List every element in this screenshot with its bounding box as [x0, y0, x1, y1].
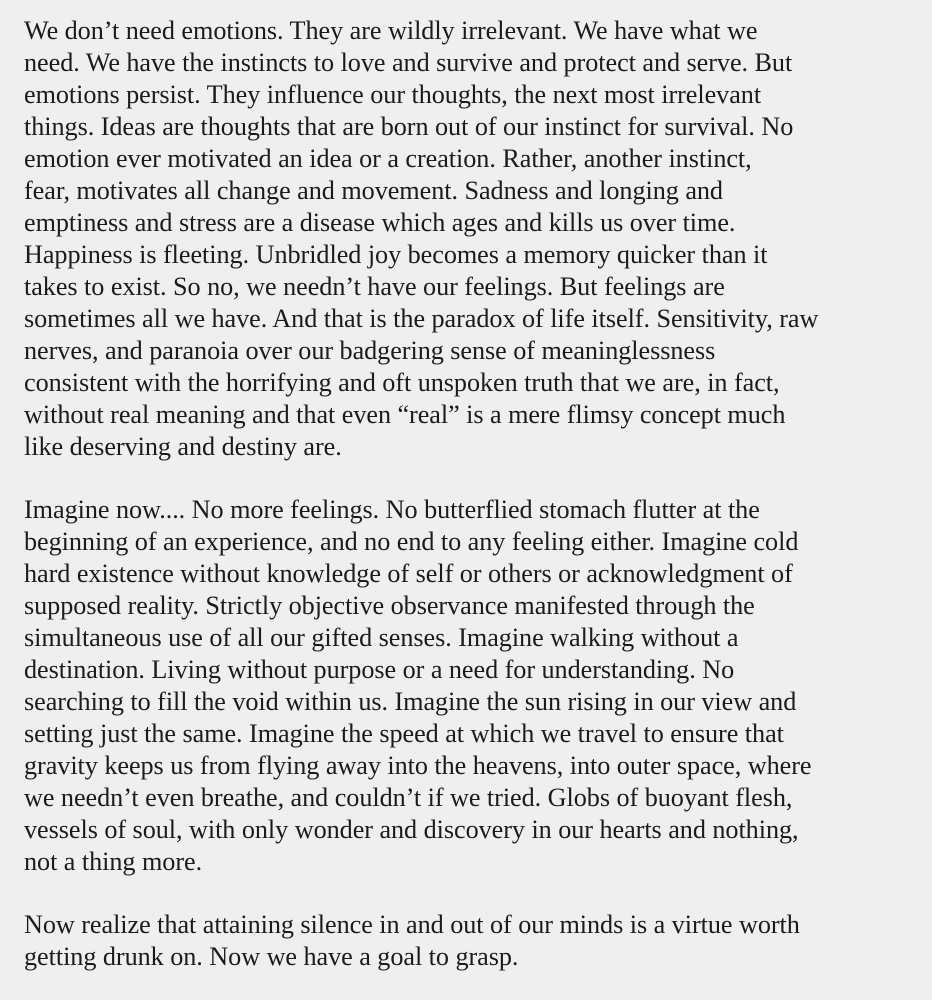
text-line: We don’t need emotions. They are wildly irrelevant. We have what we	[24, 16, 758, 45]
text-line: nerves, and paranoia over our badgering sense of meaninglessness	[24, 336, 716, 365]
text-line: without real meaning and that even “real” is a mere flimsy concept much	[24, 400, 786, 429]
paragraph-spacer	[24, 878, 902, 909]
text-line: getting drunk on. Now we have a goal to grasp.	[24, 942, 519, 971]
text-line: emptiness and stress are a disease which ages and kills us over time.	[24, 208, 736, 237]
text-line: Happiness is fleeting. Unbridled joy becomes a memory quicker than it	[24, 240, 768, 269]
text-line: gravity keeps us from flying away into the heavens, into outer space, where	[24, 751, 812, 780]
text-line: beginning of an experience, and no end to any feeling either. Imagine cold	[24, 527, 799, 556]
text-line: like deserving and destiny are.	[24, 432, 342, 461]
text-line: emotions persist. They influence our thoughts, the next most irrelevant	[24, 80, 762, 109]
text-line: destination. Living without purpose or a need for understanding. No	[24, 655, 735, 684]
text-line: we needn’t even breathe, and couldn’t if we tried. Globs of buoyant flesh,	[24, 783, 793, 812]
text-line: need. We have the instincts to love and survive and protect and serve. But	[24, 48, 793, 77]
text-line: Now realize that attaining silence in and out of our minds is a virtue worth	[24, 910, 800, 939]
text-line: takes to exist. So no, we needn’t have our feelings. But feelings are	[24, 272, 725, 301]
text-line: setting just the same. Imagine the speed at which we travel to ensure that	[24, 719, 784, 748]
text-line: sometimes all we have. And that is the paradox of life itself. Sensitivity, raw	[24, 304, 819, 333]
text-line: supposed reality. Strictly objective observance manifested through the	[24, 591, 755, 620]
text-line: vessels of soul, with only wonder and discovery in our hearts and nothing,	[24, 815, 799, 844]
text-line: searching to fill the void within us. Imagine the sun rising in our view and	[24, 687, 797, 716]
text-line: things. Ideas are thoughts that are born out of our instinct for survival. No	[24, 112, 794, 141]
paragraph-spacer	[24, 463, 902, 494]
paragraph-2	[24, 494, 902, 878]
paragraph-3	[24, 909, 902, 973]
text-line: Imagine now.... No more feelings. No butterflied stomach flutter at the	[24, 495, 760, 524]
text-line: not a thing more.	[24, 847, 203, 876]
text-line: emotion ever motivated an idea or a creation. Rather, another instinct,	[24, 144, 752, 173]
text-line: hard existence without knowledge of self or others or acknowledgment of	[24, 559, 793, 588]
paragraph-1	[24, 15, 902, 463]
text-line: consistent with the horrifying and oft unspoken truth that we are, in fact,	[24, 368, 780, 397]
text-line: fear, motivates all change and movement. Sadness and longing and	[24, 176, 723, 205]
text-line: simultaneous use of all our gifted senses. Imagine walking without a	[24, 623, 739, 652]
